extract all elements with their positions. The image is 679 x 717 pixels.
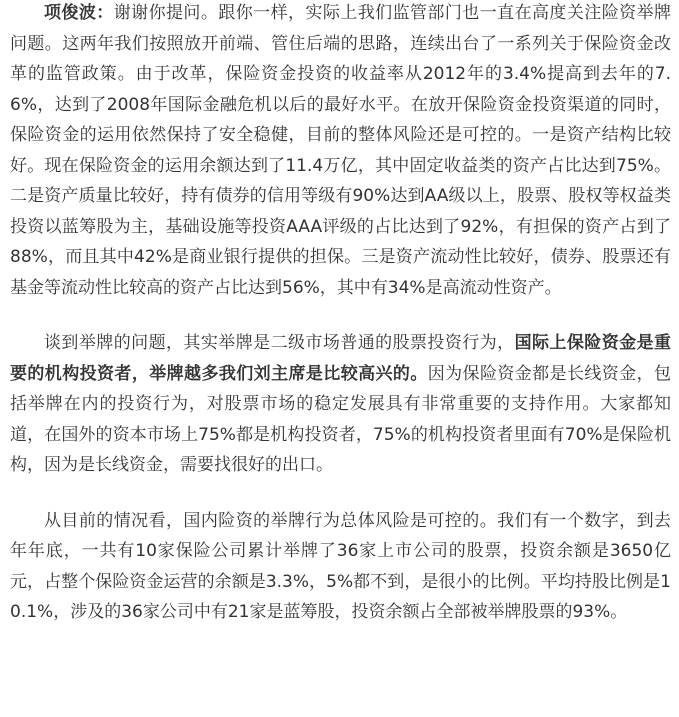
paragraph-1 [10, 0, 671, 303]
paragraph-2-text-after: 因为保险资金都是长线资金，包括举牌在内的投资行为，对股票市场的稳定发展具有非常重要的支持作用。大家都知道，在国外的资本市场上75%都是机构投资者，75%的机构投资者里面有70%是保险机构，因为是长线资金，需要找很好的出口。 [10, 363, 672, 475]
paragraph-1-text: 谢谢你提问。跟你一样，实际上我们监管部门也一直在高度关注险资举牌问题。这两年我们按照放开前端、管住后端的思路，连续出台了一系列关于保险资金改革的监管政策。由于改革，保险资金投资的收益率从2012年的3.4%提高到去年的7.6%，达到了2008年国际金融危机以后的最好水平。在放开保险资金投资渠道的同时，保险资金的运用依然保持了安全稳健，目前的整体风险还是可控的。一是资产结构比较好。现在保险资金的运用余额达到了11.4万亿，其中固定收益类的资产占比达到75%。二是资产质量比较好，持有债券的信用等级有90%达到AA级以上，股票、股权等权益类投资以蓝筹股为主，基础设施等投资AAA评级的占比达到了92%，有担保的资产占到了88%，而且其中42%是商业银行提供的担保。三是资产流动性比较好，债券、股票还有基金等流动性比较高的资产占比达到56%，其中有34%是高流动性资产。 [10, 3, 672, 298]
paragraph-2-text-before: 谈到举牌的问题，其实举牌是二级市场普通的股票投资行为， [44, 333, 515, 353]
paragraph-3-text: 从目前的情况看，国内险资的举牌行为总体风险是可控的。我们有一个数字，到去年年底，一共有10家保险公司累计举牌了36家上市公司的股票，投资余额是3650亿元，占整个保险资金运营的余额是3.3%，5%都不到，是很小的比例。平均持股比例是10.1%，涉及的36家公司中有21家是蓝筹股，投资余额占全部被举牌股票的93%。 [10, 510, 671, 622]
speaker-name: 项俊波： [44, 3, 114, 23]
paragraph-2-emphasis: 国际上保险资金是重要的机构投资者，举牌越多我们刘主席是比较高兴的。 [10, 333, 672, 384]
paragraph-3 [10, 506, 671, 628]
paragraph-2 [10, 328, 671, 481]
